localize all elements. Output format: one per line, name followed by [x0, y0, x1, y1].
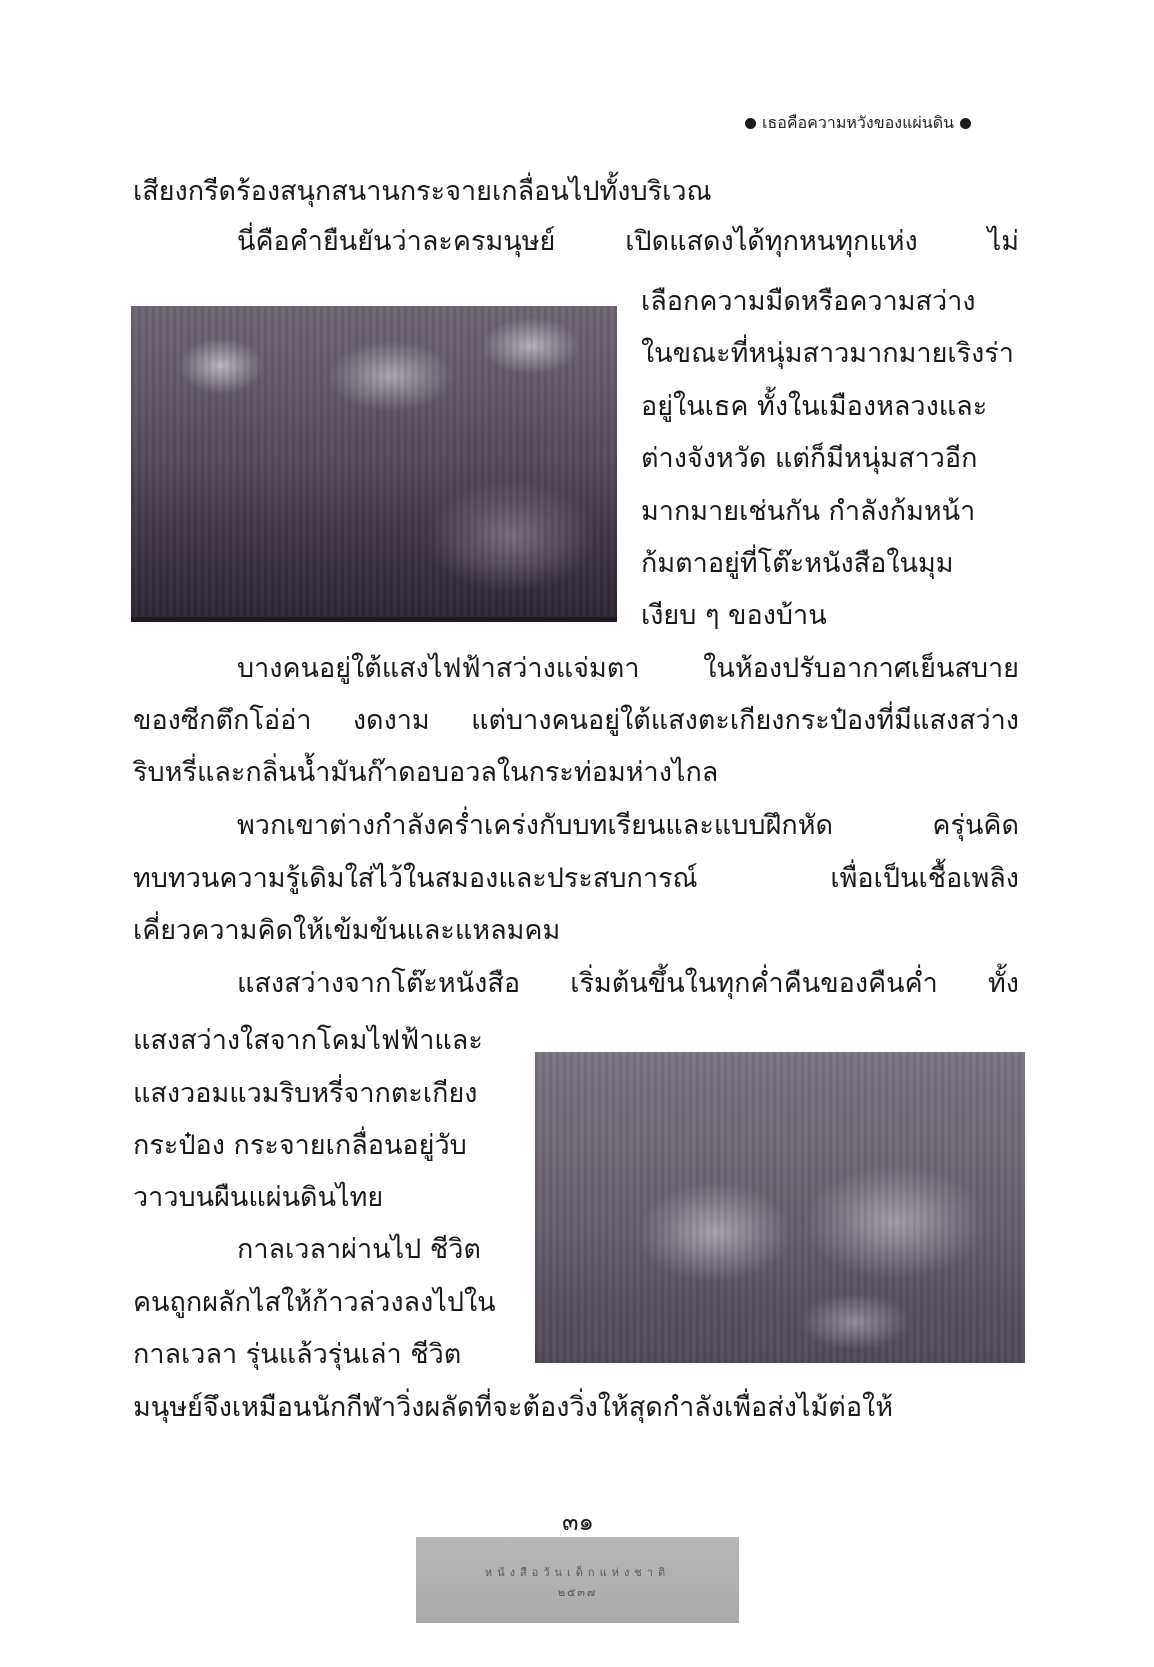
- body-line: วาวบนผืนแผ่นดินไทย: [133, 1182, 384, 1213]
- body-line: บางคนอยู่ใต้แสงไฟฟ้าสว่างแจ่มตา ในห้องปรับอากาศเย็นสบาย: [237, 653, 1019, 684]
- stamp-line: ๒๕๓๗: [557, 1586, 598, 1599]
- bullet-icon: [960, 118, 971, 129]
- running-header: [745, 111, 1020, 136]
- body-line: แสงสว่างใสจากโคมไฟฟ้าและ: [133, 1025, 483, 1056]
- body-line: พวกเขาต่างกำลังคร่ำเคร่งกับบทเรียนและแบบฝึกหัด ครุ่นคิด: [237, 810, 1019, 841]
- body-line: ทบทวนความรู้เดิมใส่ไว้ในสมองและประสบการณ์ เพื่อเป็นเชื้อเพลิง: [133, 863, 1019, 894]
- body-line: แสงสว่างจากโต๊ะหนังสือ เริ่มต้นขึ้นในทุกค่ำคืนของคืนค่ำ ทั้ง: [237, 968, 1019, 999]
- library-stamp: [416, 1537, 739, 1623]
- body-line: นี่คือคำยืนยันว่าละครมนุษย์ เปิดแสดงได้ทุกหนทุกแห่ง ไม่: [237, 226, 1019, 257]
- stamp-line: หนังสือวันเด็กแห่งชาติ: [484, 1566, 671, 1579]
- body-line: ก้มตาอยู่ที่โต๊ะหนังสือในมุม: [641, 548, 954, 579]
- photo-students-studying: [535, 1052, 1025, 1363]
- body-line: อยู่ในเธค ทั้งในเมืองหลวงและ: [641, 391, 988, 422]
- body-line: เสียงกรีดร้องสนุกสนานกระจายเกลื่อนไปทั้งบริเวณ: [133, 176, 712, 207]
- body-line: ในขณะที่หนุ่มสาวมากมายเริงร่า: [641, 338, 1014, 369]
- running-title: เธอคือความหวังของแผ่นดิน: [762, 113, 955, 132]
- body-line: เลือกความมืดหรือความสว่าง: [641, 286, 976, 317]
- bullet-icon: [745, 118, 756, 129]
- body-line: ต่างจังหวัด แต่ก็มีหนุ่มสาวอีก: [641, 443, 978, 474]
- body-line: แสงวอมแวมริบหรี่จากตะเกียง: [133, 1078, 478, 1109]
- body-line: มากมายเช่นกัน กำลังก้มหน้า: [641, 496, 976, 527]
- body-line: ของซีกตึกโอ่อ่า งดงาม แต่บางคนอยู่ใต้แสงตะเกียงกระป๋องที่มีแสงสว่าง: [133, 705, 1019, 736]
- photo-discotheque: [131, 306, 617, 622]
- body-line: เคี่ยวความคิดให้เข้มข้นและแหลมคม: [133, 915, 561, 946]
- page-number: ๓๑: [562, 1508, 594, 1536]
- body-line: คนถูกผลักไสให้ก้าวล่วงลงไปใน: [133, 1287, 496, 1318]
- body-line: กาลเวลา รุ่นแล้วรุ่นเล่า ชีวิต: [133, 1339, 462, 1370]
- body-line: มนุษย์จึงเหมือนนักกีฬาวิ่งผลัดที่จะต้องวิ่งให้สุดกำลังเพื่อส่งไม้ต่อให้: [133, 1392, 894, 1423]
- body-line: กาลเวลาผ่านไป ชีวิต: [237, 1234, 481, 1265]
- body-line: กระป๋อง กระจายเกลื่อนอยู่วับ: [133, 1130, 467, 1161]
- body-line: เงียบ ๆ ของบ้าน: [641, 600, 827, 631]
- body-line: ริบหรี่และกลิ่นน้ำมันก๊าดอบอวลในกระท่อมห่างไกล: [133, 757, 719, 788]
